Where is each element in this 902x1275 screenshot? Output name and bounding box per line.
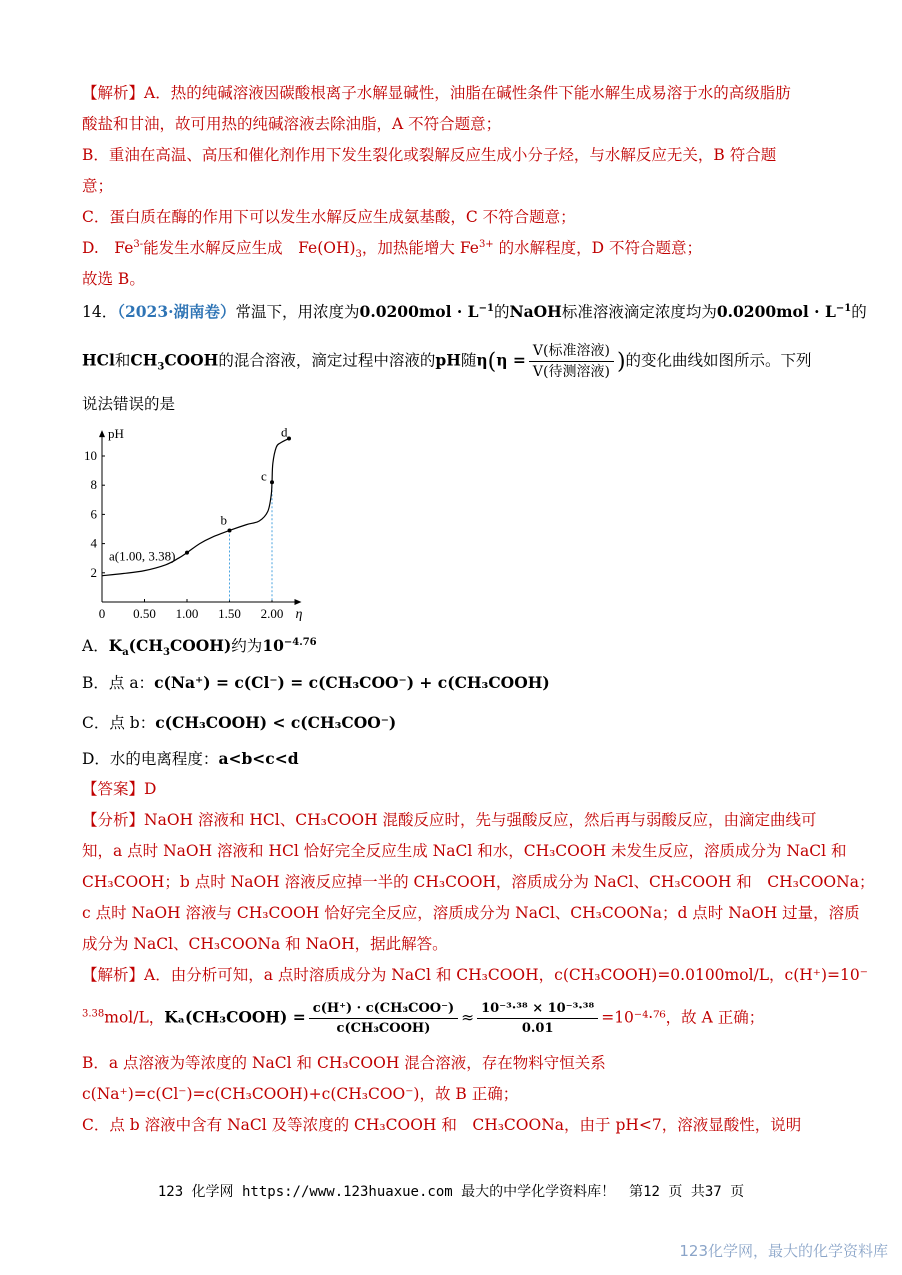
q-eta-eq: η = xyxy=(496,350,526,370)
x-tick-label: 1.50 xyxy=(218,606,241,621)
solution-fraction-2-den: 0.01 xyxy=(521,1021,554,1036)
q-hcl: HCl xyxy=(82,350,115,370)
titration-chart xyxy=(82,422,322,627)
x-tick-label: 0 xyxy=(98,606,106,621)
option-d xyxy=(82,749,299,769)
q-conc2: 0.0200mol · L xyxy=(716,302,836,321)
eta-fraction-num: V(标准溶液) xyxy=(529,342,614,362)
point-label-a: a(1.00, 3.38) xyxy=(109,548,176,564)
option-b-label: B．点 a： xyxy=(82,674,155,692)
y-tick-label: 10 xyxy=(84,448,97,463)
prev-a1-text: A．热的纯碱溶液因碳酸根离子水解显碱性，油脂在碱性条件下能水解生成易溶于水的高级脂肪 xyxy=(144,84,791,102)
analysis-l1-text: NaOH 溶液和 HCl、CH₃COOH 混酸反应时，先与强酸反应，然后再与弱酸反应，由滴定曲线可 xyxy=(144,811,817,829)
option-a-f3: COOH) xyxy=(169,636,232,655)
analysis-l4: c 点时 NaOH 溶液与 CH₃COOH 恰好完全反应，溶质成分为 NaCl、CH₃COONa；d 点时 NaOH 过量，溶质 xyxy=(82,904,860,922)
answer xyxy=(82,779,156,799)
question-14-line2: HCl和$CH_3COOH$的混合溶液，滴定过程中溶液的pH随η(η = $\frac{\text{V(标准溶液)}}{\text{V(待测溶液)}}$ )的变化曲线如图所示。下列 xyxy=(82,343,812,380)
option-b xyxy=(82,673,550,693)
q-conc2-sup: −1 xyxy=(835,302,852,314)
solution-exp-cont: 3.38 xyxy=(82,1008,105,1020)
option-a-val: 10 xyxy=(262,636,284,655)
x-axis-arrow xyxy=(295,599,302,605)
option-c-formula: c(CH₃COOH) < c(CH₃COO⁻) xyxy=(155,713,397,732)
prev-explanation-b1: B．重油在高温、高压和催化剂作用下发生裂化或裂解反应生成小分子烃，与水解反应无关，B 符合题 xyxy=(82,146,777,164)
question-14-line3: 说法错误的是 xyxy=(82,395,176,413)
d-mid: 能发生水解反应生成 Fe(OH) xyxy=(143,239,356,257)
solution-fraction-2-num: 10⁻³·³⁸ × 10⁻³·³⁸ xyxy=(477,1000,598,1019)
prev-explanation-b2: 意； xyxy=(82,177,114,195)
q-conc: 0.0200mol · L xyxy=(359,302,479,321)
answer-tag: 【答案】 xyxy=(82,780,145,798)
eta-fraction xyxy=(529,342,614,381)
option-a-exp: −4.76 xyxy=(283,636,317,648)
y-tick-label: 4 xyxy=(90,535,97,551)
point-c xyxy=(270,480,274,484)
solution-approx: ≈ xyxy=(461,1008,475,1027)
point-d xyxy=(287,436,291,440)
prev-explanation-a1 xyxy=(82,83,791,103)
option-a-k: K xyxy=(108,636,123,655)
option-a-label: A． xyxy=(82,637,109,655)
q-ch3cooh-b: COOH xyxy=(164,350,219,370)
y-axis-label: pH xyxy=(108,426,124,442)
q-conc-sup: −1 xyxy=(478,302,494,314)
point-b xyxy=(228,528,232,532)
point-label-d: d xyxy=(281,424,288,440)
d-pre: D. Fe xyxy=(82,239,134,257)
option-a-k-sub: a xyxy=(122,647,129,659)
solution-unit: mol/L， xyxy=(104,1008,165,1027)
d-end: 的水解程度，D 不符合题意； xyxy=(493,239,702,257)
prev-explanation-tag: 【解析】 xyxy=(82,84,145,102)
solution-ka: Kₐ(CH₃COOH) = xyxy=(164,1007,306,1027)
eta-fraction-den: V(待测溶液) xyxy=(532,364,610,380)
q-naoh: NaOH xyxy=(509,302,562,321)
option-a-f2: (CH xyxy=(128,636,163,655)
q-t3: 标准溶液滴定浓度均为 xyxy=(561,303,717,321)
d-mid2: ，加热能增大 Fe xyxy=(361,239,479,257)
solution-fraction-1 xyxy=(309,1000,458,1037)
y-tick-label: 2 xyxy=(90,564,97,580)
watermark: 123化学网，最大的化学资料库 xyxy=(679,1242,888,1260)
solution-result: =10⁻⁴·⁷⁶，故 A 正确； xyxy=(601,1008,765,1027)
d-sup2: 3+ xyxy=(478,238,494,250)
q-t7: 随 xyxy=(460,351,477,370)
option-d-formula: a<b<c<d xyxy=(218,749,299,768)
option-a-text: 约为 xyxy=(231,637,263,655)
q-ch3cooh-a: CH xyxy=(130,350,158,370)
point-label-c: c xyxy=(261,468,267,484)
x-tick-label: 1.00 xyxy=(175,606,199,621)
q-eta: η xyxy=(476,350,488,370)
q-ch3cooh-sub: 3 xyxy=(157,361,165,373)
solution-c1: C．点 b 溶液中含有 NaCl 及等浓度的 CH₃COOH 和 CH₃COONa，由于 pH<7，溶液显酸性，说明 xyxy=(82,1116,802,1134)
x-axis-label: η xyxy=(295,607,303,622)
answer-value: D xyxy=(144,780,157,798)
solution-fraction-1-num: c(H⁺) · c(CH₃COO⁻) xyxy=(309,1000,458,1019)
solution-fraction-1-den: c(CH₃COOH) xyxy=(336,1021,431,1036)
prev-explanation-a2: 酸盐和甘油，故可用热的纯碱溶液去除油脂，A 不符合题意； xyxy=(82,115,502,133)
point-label-b: b xyxy=(220,512,227,528)
option-d-label: D．水的电离程度： xyxy=(82,750,219,768)
question-14-line1 xyxy=(82,302,867,322)
analysis-l1 xyxy=(82,810,817,830)
d-sub: 3 xyxy=(355,249,362,261)
q-t2: 的 xyxy=(493,303,510,321)
q-t5: 和 xyxy=(114,351,131,370)
solution-l1 xyxy=(82,965,868,985)
option-c xyxy=(82,713,396,733)
q-t8: 的变化曲线如图所示。下列 xyxy=(625,351,812,370)
analysis-l3: CH₃COOH；b 点时 NaOH 溶液反应掉一半的 CH₃COOH，溶质成分为 NaCl、CH₃COOH 和 CH₃COONa； xyxy=(82,873,875,891)
page-footer: 123 化学网 https://www.123huaxue.com 最大的中学化学资料库！ 第12 页 共37 页 xyxy=(157,1184,745,1200)
q-t1: 常温下，用浓度为 xyxy=(235,303,360,321)
y-tick-label: 8 xyxy=(90,477,97,493)
y-axis-arrow xyxy=(99,430,105,437)
solution-l1-text: A．由分析可知，a 点时溶质成分为 NaCl 和 CH₃COOH，c(CH₃COOH)=0.0100mol/L，c(H⁺)=10⁻ xyxy=(144,966,868,984)
solution-b1: B．a 点溶液为等浓度的 NaCl 和 CH₃COOH 混合溶液，存在物料守恒关系 xyxy=(82,1054,606,1072)
question-source: （2023·湖南卷） xyxy=(117,302,236,321)
option-c-label: C．点 b： xyxy=(82,714,156,732)
solution-fraction-2 xyxy=(477,1000,598,1037)
x-tick-label: 0.50 xyxy=(133,606,156,621)
prev-explanation-d1 xyxy=(82,238,702,261)
prev-explanation-c1: C．蛋白质在酶的作用下可以发生水解反应生成氨基酸，C 不符合题意； xyxy=(82,208,576,226)
q-ph: pH xyxy=(435,350,461,370)
x-tick-label: 2.00 xyxy=(260,606,284,621)
solution-tag: 【解析】 xyxy=(82,966,145,984)
analysis-l5: 成分为 NaCl、CH₃COONa 和 NaOH，据此解答。 xyxy=(82,935,448,953)
solution-l2 xyxy=(82,1000,764,1037)
option-a-sub2: 3 xyxy=(163,647,170,659)
q-t4: 的 xyxy=(851,303,867,321)
question-number: 14． xyxy=(82,303,118,321)
prev-choose: 故选 B。 xyxy=(82,270,145,288)
analysis-tag: 【分析】 xyxy=(82,811,145,829)
option-b-formula: c(Na⁺) = c(Cl⁻) = c(CH₃COO⁻) + c(CH₃COOH) xyxy=(154,673,550,692)
q-t6: 的混合溶液，滴定过程中溶液的 xyxy=(218,351,436,370)
point-a xyxy=(185,551,189,555)
d-sup: 3- xyxy=(133,238,144,250)
y-tick-label: 6 xyxy=(90,506,97,522)
option-a xyxy=(82,636,317,659)
solution-b2: c(Na⁺)=c(Cl⁻)=c(CH₃COOH)+c(CH₃COO⁻)，故 B 正确； xyxy=(82,1085,519,1103)
analysis-l2: 知，a 点时 NaOH 溶液和 HCl 恰好完全反应生成 NaCl 和水，CH₃COOH 未发生反应，溶质成分为 NaCl 和 xyxy=(82,842,847,860)
